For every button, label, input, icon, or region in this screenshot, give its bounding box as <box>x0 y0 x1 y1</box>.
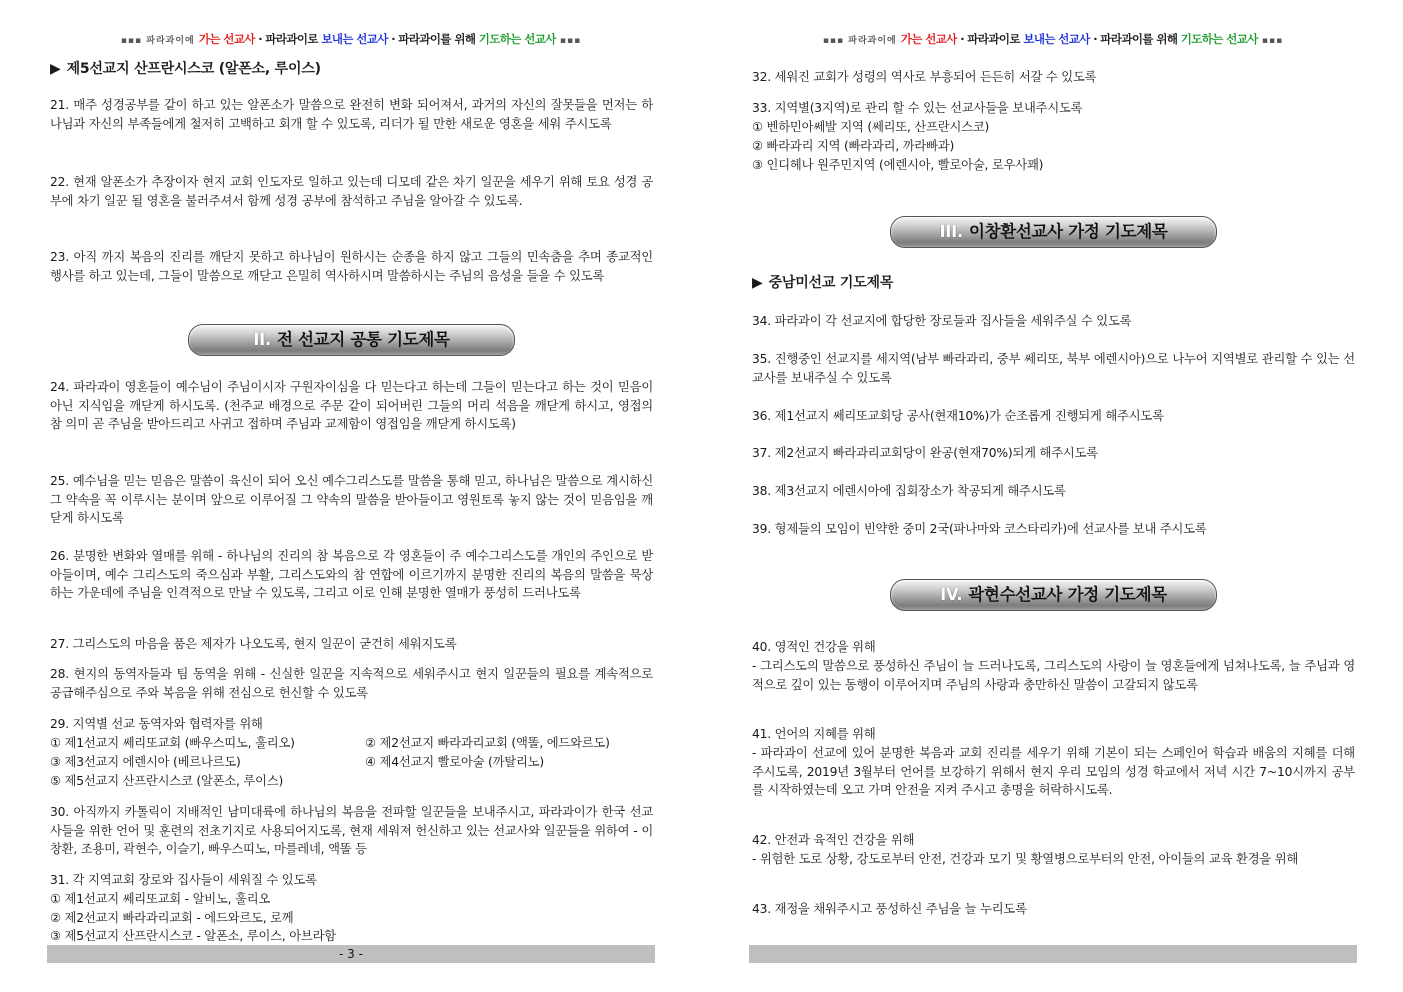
prayer-item-28: 28. 현지의 동역자들과 팀 동역을 위해 - 신실한 일꾼을 지속적으로 세워주시고 현지 일꾼들의 필요를 계속적으로 공급해주심으로 주와 복음을 위해 전심으로 헌신할 수 있도록 <box>50 667 653 700</box>
prayer-item-27: 27. 그리스도의 마음을 품은 제자가 나오도록, 현지 일꾼이 굳건히 세워지도록 <box>50 637 457 651</box>
prayer-item-25: 25. 예수님을 믿는 믿음은 말씀이 육신이 되어 오신 예수그리스도를 말씀을 통해 믿고, 하나님은 말씀으로 계시하신 그 약속을 꼭 이루시는 분이며 앞으로 이루어질 그 약속의 말씀을 받아들이고 영원토록 놓지 않는 것이 믿음임을 깨닫게 하시도록 <box>50 474 653 526</box>
section-number: II. <box>253 330 271 349</box>
section-title: 전 선교지 공통 기도제목 <box>276 330 450 349</box>
section-header-lee <box>890 216 1217 248</box>
prayer-item-35: 35. 진행중인 선교지를 세지역(남부 빠라과리, 중부 쎄리또, 북부 에렌시아)으로 나누어 지역별로 관리할 수 있는 선교사를 보내주실 수 있도록 <box>752 352 1355 385</box>
header-banner <box>47 31 655 47</box>
list-item: ① 제1선교지 쎄리또교회 (빠우스띠노, 훌리오) <box>50 736 295 750</box>
prayer-item-42-title: 42. 안전과 육적인 건강을 위해 <box>752 833 915 847</box>
banner-mid1: · 파라과이로 <box>254 32 322 46</box>
banner-pray: 기도하는 선교사 <box>478 32 556 46</box>
banner-prefix: ▪▪▪ 파라과이에 <box>822 36 901 46</box>
banner-go: 가는 선교사 <box>198 32 255 46</box>
banner-pray: 기도하는 선교사 <box>1180 32 1258 46</box>
prayer-item-21: 21. 매주 성경공부를 같이 하고 있는 알폰소가 말씀으로 완전히 변화 되어져서, 과거의 자신의 잘못들을 먼저는 하나님과 자신의 부족들에게 철저히 고백하고 회개 할 수 있도록, 리더가 될 만한 새로운 영혼을 세워 주시도록 <box>50 98 653 131</box>
banner-send: 보내는 선교사 <box>321 32 388 46</box>
subheading-latin-america <box>752 272 893 292</box>
prayer-item-42-body: - 위험한 도로 상황, 강도로부터 안전, 건강과 모기 및 황열병으로부터의 안전, 아이들의 교육 환경을 위해 <box>752 852 1299 866</box>
page-number: - 3 - <box>339 947 363 961</box>
prayer-item-40-body: - 그리스도의 말씀으로 풍성하신 주님이 늘 드러나도록, 그리스도의 사랑이 늘 영혼들에게 넘쳐나도록, 늘 주님과 영적으로 깊이 있는 동행이 이루어지며 주님의 사랑과 충만하신 말씀이 고갈되지 않도록 <box>752 659 1355 692</box>
banner-prefix: ▪▪▪ 파라과이에 <box>120 36 199 46</box>
subheading-text: 제5선교지 산프란시스코 (알폰소, 루이스) <box>66 61 321 77</box>
banner-send: 보내는 선교사 <box>1023 32 1090 46</box>
section-number: III. <box>939 222 963 241</box>
section-title: 곽현수선교사 가정 기도제목 <box>968 585 1167 604</box>
prayer-item-22: 22. 현재 알폰소가 추장이자 현지 교회 인도자로 일하고 있는데 디모데 같은 차기 일꾼을 세우기 위해 토요 성경 공부에 차기 일꾼 될 영혼을 불러주셔서 함께 성경 공부에 참석하고 주님을 알아갈 수 있도록. <box>50 175 653 208</box>
subheading-text: 중남미선교 기도제목 <box>768 275 894 291</box>
list-item: ② 제2선교지 빠라과리교회 - 에드와르도, 로께 <box>50 911 294 925</box>
list-item: ① 벤하민아쎄발 지역 (쎄리또, 산프란시스코) <box>752 120 990 134</box>
subheading-sanfrancisco <box>50 58 321 78</box>
list-item: ② 빠라과리 지역 (빠라과리, 까라빠과) <box>752 139 955 153</box>
banner-mid2: · 파라과이를 위해 <box>1089 32 1181 46</box>
banner-mid2: · 파라과이를 위해 <box>387 32 479 46</box>
list-item: ④ 제4선교지 빨로아술 (까탈리노) <box>365 755 544 769</box>
header-banner <box>749 31 1357 47</box>
list-item: ⑤ 제5선교지 산프란시스코 (알폰소, 루이스) <box>50 774 284 788</box>
prayer-item-32: 32. 세워진 교회가 성령의 역사로 부흥되어 든든히 서갈 수 있도록 <box>752 70 1097 84</box>
section-header-kwak <box>890 579 1217 611</box>
prayer-item-41-body: - 파라과이 선교에 있어 분명한 복음과 교회 진리를 세우기 위해 기본이 되는 스페인어 학습과 배움의 지혜를 더해 주시도록, 2019년 3월부터 언어를 보강하기 위해서 현지 우리 모임의 성경 학교에서 저녁 시간 7~10시까지 공부를 시작하였는데 오고 가며 안전을 지켜 주시고 총명을 허락하시도록. <box>752 746 1355 798</box>
triangle-icon: ▶ <box>752 275 763 291</box>
prayer-item-29-title: 29. 지역별 선교 동역자와 협력자를 위해 <box>50 717 263 731</box>
list-item: ③ 인디헤나 원주민지역 (에렌시아, 빨로아술, 로우사꽤) <box>752 158 1044 172</box>
prayer-item-30: 30. 아직까지 카톨릭이 지배적인 남미대륙에 하나님의 복음을 전파할 일꾼들을 보내주시고, 파라과이가 한국 선교사들을 위한 언어 및 훈련의 전초기지로 사용되어지도록, 현재 세워져 헌신하고 있는 선교사와 일꾼들을 위하여 - 이창환, 조용미, 곽현수, 이슬기, 빠우스띠노, 마를레네, 액똘 등 <box>50 805 653 857</box>
right-page <box>749 0 1357 992</box>
list-item: ③ 제5선교지 산프란시스코 - 알폰소, 루이스, 아브라함 <box>50 929 336 943</box>
prayer-item-41-title: 41. 언어의 지혜를 위해 <box>752 727 876 741</box>
section-number: IV. <box>940 585 963 604</box>
banner-go: 가는 선교사 <box>900 32 957 46</box>
section-title: 이창환선교사 가정 기도제목 <box>968 222 1168 241</box>
prayer-item-31-title: 31. 각 지역교회 장로와 집사들이 세워질 수 있도록 <box>50 873 317 887</box>
prayer-item-34: 34. 파라과이 각 선교지에 합당한 장로들과 집사들을 세워주실 수 있도록 <box>752 314 1132 328</box>
prayer-item-37: 37. 제2선교지 빠라과리교회당이 완공(현재70%)되게 해주시도록 <box>752 446 1098 460</box>
list-item: ① 제1선교지 쎄리또교회 - 알비노, 훌리오 <box>50 892 271 906</box>
prayer-item-38: 38. 제3선교지 에렌시아에 집회장소가 착공되게 해주시도록 <box>752 484 1066 498</box>
prayer-item-43: 43. 재정을 채워주시고 풍성하신 주님을 늘 누리도록 <box>752 902 1027 916</box>
left-page <box>47 0 655 992</box>
banner-suffix: ▪▪▪ <box>555 36 582 46</box>
section-header-common <box>188 324 515 356</box>
prayer-item-39: 39. 형제들의 모임이 빈약한 중미 2국(파나마와 코스타리카)에 선교사를 보내 주시도록 <box>752 522 1207 536</box>
list-item: ③ 제3선교지 에렌시아 (베르나르도) <box>50 755 241 769</box>
prayer-item-26: 26. 분명한 변화와 열매를 위해 - 하나님의 진리의 참 복음으로 각 영혼들이 주 예수그리스도를 개인의 주인으로 받아들이며, 예수 그리스도의 죽으심과 부활, 그리스도와의 참 연합에 이르기까지 분명한 진리의 복음의 말씀을 묵상하는 가운데에 주님을 인격적으로 만날 수 있도록, 그리고 이로 인해 분명한 열매가 풍성히 드러나도록 <box>50 549 653 601</box>
prayer-item-33-title: 33. 지역별(3지역)로 관리 할 수 있는 선교사들을 보내주시도록 <box>752 101 1083 115</box>
prayer-item-40-title: 40. 영적인 건강을 위해 <box>752 640 876 654</box>
footer-bar <box>749 945 1357 963</box>
prayer-item-24: 24. 파라과이 영혼들이 예수님이 주님이시자 구원자이심을 다 믿는다고 하는데 그들이 믿는다고 하는 것이 믿음이 아닌 지식임을 깨닫게 하시도록. (천주교 배경으로 주문 같이 되어버린 그들의 머리 석음을 깨닫게 하시고, 영접의 참 의미 곧 주님을 받아드리고 사귀고 접하며 주님과 교제함이 영접임을 깨닫게 하시도록) <box>50 380 653 432</box>
prayer-item-23: 23. 아직 까지 복음의 진리를 깨닫지 못하고 하나님이 원하시는 순종을 하지 않고 그들의 민속춤을 추며 종교적인 행사를 하고 있는데, 그들이 말씀으로 깨닫고 은밀히 역사하시며 말씀하시는 주님의 음성을 들을 수 있도록 <box>50 250 653 283</box>
prayer-item-36: 36. 제1선교지 쎄리또교회당 공사(현재10%)가 순조롭게 진행되게 해주시도록 <box>752 409 1164 423</box>
banner-mid1: · 파라과이로 <box>956 32 1024 46</box>
list-item: ② 제2선교지 빠라과리교회 (액똘, 에드와르도) <box>365 736 610 750</box>
triangle-icon: ▶ <box>50 61 61 77</box>
banner-suffix: ▪▪▪ <box>1257 36 1284 46</box>
